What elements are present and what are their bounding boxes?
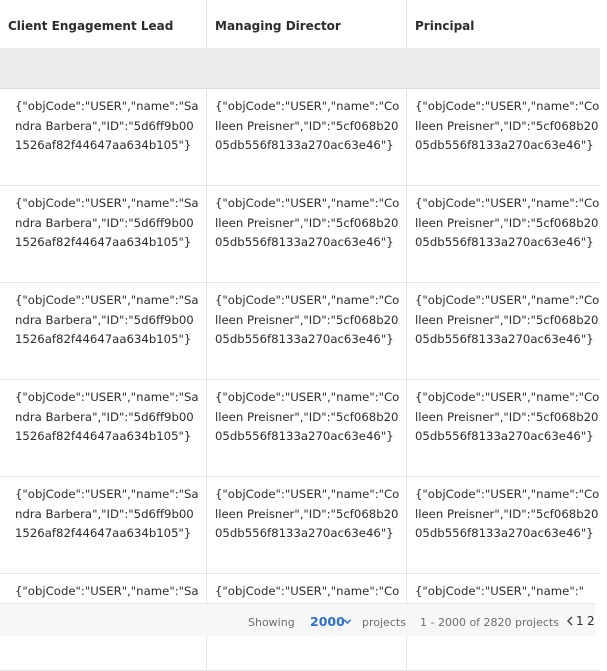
cell-managing-director[interactable]: {"objCode":"USER","name":"Colleen Preisner","ID":"5cf068b2005db556f8133a270ac63e46"} bbox=[207, 380, 407, 476]
chevron-down-icon[interactable] bbox=[343, 617, 352, 626]
cell-client-engagement-lead[interactable]: {"objCode":"USER","name":"Sandra Barbera","ID":"5d6ff9b001526af82f44647aa634b105"} bbox=[0, 477, 207, 573]
column-header-row bbox=[0, 0, 600, 49]
cell-client-engagement-lead[interactable]: {"objCode":"USER","name":"Sa bbox=[0, 574, 207, 670]
cell-managing-director[interactable]: {"objCode":"USER","name":"Colleen Preisner","ID":"5cf068b2005db556f8133a270ac63e46"} bbox=[207, 283, 407, 379]
column-header-client-engagement-lead[interactable]: Client Engagement Lead bbox=[0, 0, 207, 48]
page-button-1[interactable]: 1 bbox=[576, 614, 584, 628]
cell-managing-director[interactable]: {"objCode":"USER","name":"Colleen Preisner","ID":"5cf068b2005db556f8133a270ac63e46"} bbox=[207, 186, 407, 282]
cell-client-engagement-lead[interactable]: {"objCode":"USER","name":"Sandra Barbera","ID":"5d6ff9b001526af82f44647aa634b105"} bbox=[0, 283, 207, 379]
showing-label: Showing bbox=[248, 616, 295, 629]
column-header-managing-director[interactable]: Managing Director bbox=[207, 0, 407, 48]
cell-managing-director[interactable]: {"objCode":"USER","name":"Co bbox=[207, 574, 407, 670]
chevron-left-icon[interactable] bbox=[566, 616, 574, 626]
table-body bbox=[0, 89, 600, 671]
cell-principal[interactable]: {"objCode":"USER","name":"Colleen Preisner","ID":"5cf068b2005db556f8133a270ac63e46"} bbox=[415, 293, 600, 346]
projects-label: projects bbox=[362, 616, 406, 629]
cell-principal[interactable]: {"objCode":"USER","name":"Colleen Preisner","ID":"5cf068b2005db556f8133a270ac63e46"} bbox=[415, 196, 600, 249]
page-range-text: 1 - 2000 of 2820 projects bbox=[420, 616, 559, 629]
cell-principal[interactable]: {"objCode":"USER","name":"Colleen Preisner","ID":"5cf068b2005db556f8133a270ac63e46"} bbox=[415, 487, 600, 540]
table-row[interactable] bbox=[0, 380, 600, 477]
cell-principal[interactable]: {"objCode":"USER","name":"Colleen Preisner","ID":"5cf068b2005db556f8133a270ac63e46"} bbox=[415, 99, 600, 152]
cell-managing-director[interactable]: {"objCode":"USER","name":"Colleen Preisner","ID":"5cf068b2005db556f8133a270ac63e46"} bbox=[207, 477, 407, 573]
page-size-select[interactable]: 2000 bbox=[310, 614, 345, 629]
cell-client-engagement-lead[interactable]: {"objCode":"USER","name":"Sandra Barbera","ID":"5d6ff9b001526af82f44647aa634b105"} bbox=[0, 89, 207, 185]
page-button-2[interactable]: 2 bbox=[587, 614, 595, 628]
table-row[interactable] bbox=[0, 477, 600, 574]
cell-client-engagement-lead[interactable]: {"objCode":"USER","name":"Sandra Barbera","ID":"5d6ff9b001526af82f44647aa634b105"} bbox=[0, 380, 207, 476]
cell-client-engagement-lead[interactable]: {"objCode":"USER","name":"Sandra Barbera","ID":"5d6ff9b001526af82f44647aa634b105"} bbox=[0, 186, 207, 282]
cell-managing-director[interactable]: {"objCode":"USER","name":"Colleen Preisner","ID":"5cf068b2005db556f8133a270ac63e46"} bbox=[207, 89, 407, 185]
column-header-principal[interactable]: Principal bbox=[415, 19, 475, 33]
table-row[interactable] bbox=[0, 186, 600, 283]
filter-row[interactable] bbox=[0, 48, 600, 89]
pagination-footer bbox=[0, 603, 595, 636]
cell-principal[interactable]: {"objCode":"USER","name":" bbox=[415, 584, 585, 598]
table-row[interactable] bbox=[0, 283, 600, 380]
table-row[interactable] bbox=[0, 89, 600, 186]
cell-principal[interactable]: {"objCode":"USER","name":"Colleen Preisner","ID":"5cf068b2005db556f8133a270ac63e46"} bbox=[415, 390, 600, 443]
